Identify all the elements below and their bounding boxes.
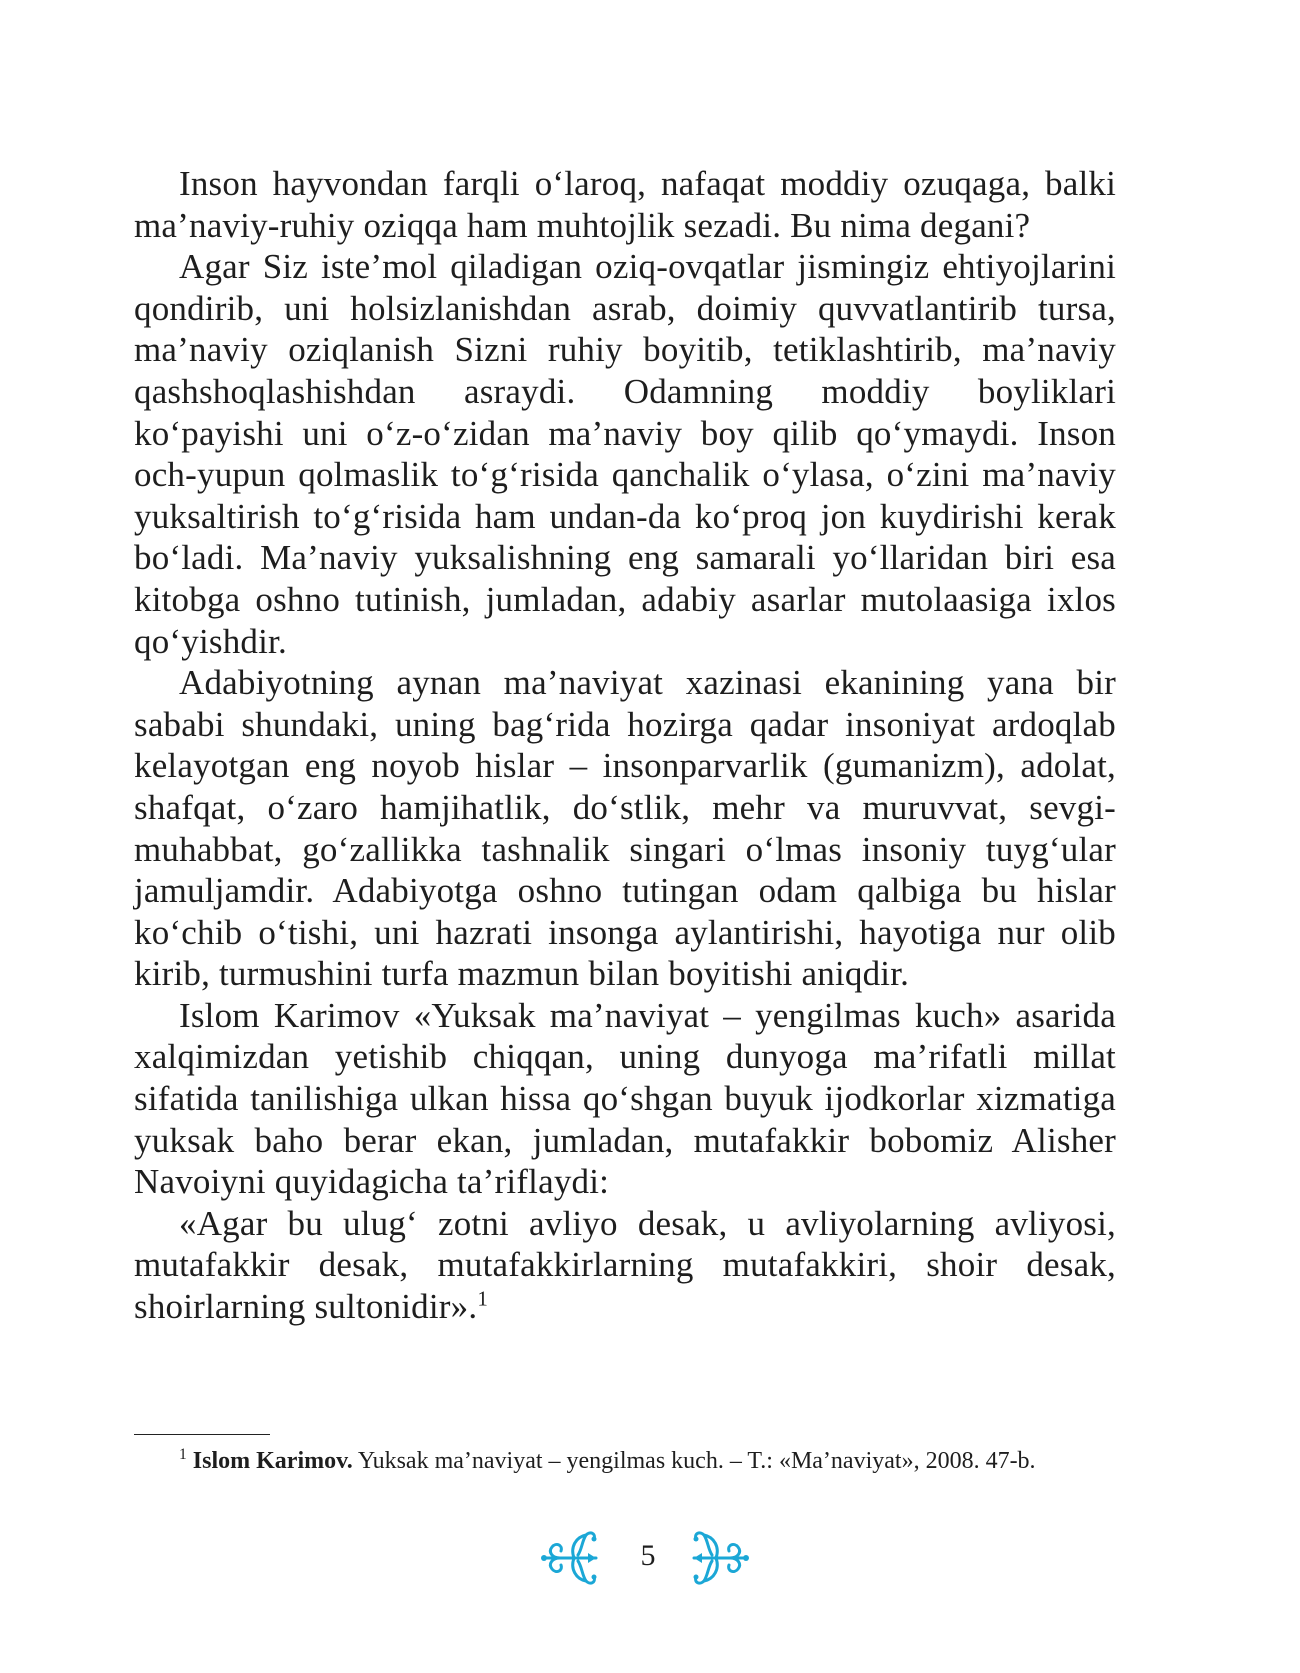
- footnote-author: Islom Karimov.: [192, 1448, 353, 1474]
- main-text: [134, 163, 1116, 1328]
- footnote-text: Yuksak ma’naviyat – yengilmas kuch. – T.: «Ma’naviyat», 2008. 47-b.: [352, 1448, 1036, 1474]
- footnote-divider: [134, 1434, 270, 1435]
- paragraph: Adabiyotning aynan ma’naviyat xazinasi ekanining yana bir sababi shundaki, uning bag‘rida hozirga qadar insoniyat ardoqlab kelayotgan eng noyob hislar – insonparvarlik (gumanizm), adolat, shafqat, o‘zaro hamjihatlik, do‘stlik, mehr va muruvvat, sevgi-muhabbat, go‘zallikka tashnalik singari o‘lmas insoniy tuyg‘ular jamuljamdir. Adabiyotga oshno tutingan odam qalbiga bu hislar ko‘chib o‘tishi, uni hazrati insonga aylantirishi, hayotiga nur olib kirib, turmushini turfa mazmun bilan boyitishi aniqdir.: [134, 663, 1116, 994]
- footnote-reference[interactable]: 1: [477, 1286, 489, 1311]
- floral-ornament-icon: [540, 1525, 602, 1591]
- quote-paragraph: [134, 1203, 1116, 1328]
- page-number: 5: [640, 1539, 656, 1572]
- paragraph: Inson hayvondan farqli o‘laroq, nafaqat moddiy ozuqaga, balki ma’naviy-ruhiy oziqqa ham muhtojlik sezadi. Bu nima degani?: [134, 164, 1116, 245]
- paragraph: Islom Karimov «Yuksak ma’naviyat – yengilmas kuch» asarida xalqimizdan yetishib chiqqan, uning dunyoga ma’rifatli millat sifatida tanilishiga ulkan hissa qo‘shgan buyuk ijodkorlar xizmatiga yuksak baho berar ekan, jumladan, mutafakkir bobomiz Alisher Navoiyni quyidagicha ta’riflaydi:: [134, 995, 1116, 1202]
- quote-text: «Agar bu ulug‘ zotni avliyo desak, u avliyolarning avliyosi, mutafakkir desak, mutafakkirlarning mutafakkiri, shoir desak, shoirlarning sultonidir».: [134, 1203, 1116, 1327]
- footnote: [134, 1445, 1116, 1477]
- page-footer: [540, 1525, 760, 1595]
- footnote-marker: 1: [179, 1446, 187, 1463]
- paragraph: Agar Siz iste’mol qiladigan oziq-ovqatlar jismingiz ehtiyojlarini qondirib, uni holsizlanishdan asrab, doimiy quvvatlantirib tursa, ma’naviy oziqlanish Sizni ruhiy boyitib, tetiklashtirib, ma’naviy qashshoqlashishdan asraydi. Odamning moddiy boyliklari ko‘payishi uni o‘z-o‘zidan ma’naviy boy qilib qo‘ymaydi. Inson och-yupun qolmaslik to‘g‘risida qanchalik o‘ylasa, o‘zini ma’naviy yuksaltirish to‘g‘risida ham undan-da ko‘proq jon kuydirishi kerak bo‘ladi. Ma’naviy yuksalishning eng samarali yo‘llaridan biri esa kitobga oshno tutinish, jumladan, adabiy asarlar mutolaasiga ixlos qo‘yishdir.: [134, 247, 1116, 661]
- floral-ornament-icon: [688, 1525, 750, 1591]
